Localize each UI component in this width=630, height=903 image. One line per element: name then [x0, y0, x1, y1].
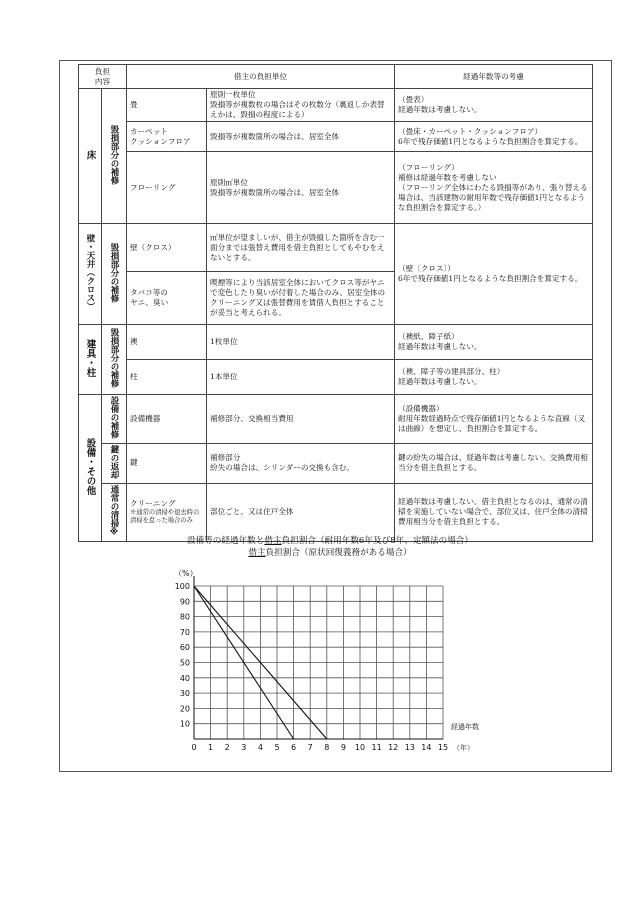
cost-table: [78, 64, 593, 542]
y-tick-label: 90: [179, 597, 190, 607]
category-cell: 設備・その他: [79, 395, 102, 542]
x-tick-label: 12: [388, 743, 399, 752]
table-row: [79, 224, 593, 272]
years-cell: （畳表） 経過年数は考慮しない。: [395, 89, 593, 122]
years-cell: （襖紙、障子紙） 経過年数は考慮しない。: [395, 325, 593, 360]
y-tick-label: 20: [179, 704, 190, 714]
unit-cell: 毀損等が複数箇所の場合は、居室全体: [207, 122, 395, 152]
subcategory-cell: 鍵の返却: [102, 443, 127, 483]
years-cell: （襖、障子等の建具部分、柱） 経過年数は考慮しない。: [395, 360, 593, 395]
item-cell: 襖: [127, 325, 207, 360]
x-tick-label: 4: [257, 743, 263, 752]
years-cell: （畳床・カーペット・クッションフロア） 6年で残存価値1円となるような負担割合を算定する。: [395, 122, 593, 152]
header-unit: 借主の負担単位: [127, 65, 395, 89]
y-tick-label: 80: [179, 612, 190, 622]
x-tick-label: 0: [191, 743, 197, 752]
table-row: [79, 325, 593, 360]
unit-cell: 原則一枚単位 毀損等が複数枚の場合はその枚数分（裏返しか表替えかは、毀損の程度による）: [207, 89, 395, 122]
item-cell: 柱: [127, 360, 207, 395]
y-tick-label: 100: [174, 582, 190, 591]
y-tick-label: 70: [179, 627, 190, 637]
item-cell: 設備機器: [127, 395, 207, 444]
x-tick-label: 13: [404, 743, 415, 752]
years-cell: （フローリング） 補修は経過年数を考慮しない （フローリング全体にわたる毀損等があり、張り替える場合は、当該建物の耐用年数で残存価値1円となるような負担割合を算定する。）: [395, 152, 593, 224]
x-tick-label: 14: [421, 743, 432, 752]
y-axis-label: （%）: [174, 569, 198, 578]
header-row: [79, 65, 593, 89]
table-row: [79, 152, 593, 224]
years-cell: （壁〔クロス〕） 6年で残存価値1円となるような負担割合を算定する。: [395, 224, 593, 325]
y-tick-label: 60: [179, 643, 190, 653]
years-cell: 鍵の紛失の場合は、経過年数は考慮しない。交換費用相当分を借主負担とする。: [395, 443, 593, 483]
subcategory-cell: 毀損部分の補修: [102, 325, 127, 395]
table-row: [79, 483, 593, 542]
x-tick-label: 8: [324, 743, 330, 752]
table-row: [79, 360, 593, 395]
table-row: [79, 443, 593, 483]
x-tick-label: 10: [354, 743, 366, 752]
unit-cell: ㎡単位が望ましいが、借主が毀損した箇所を含む一面分までは張替え費用を借主負担としてもやむをえないとする。: [207, 224, 395, 272]
unit-cell: 補修部分、交換相当費用: [207, 395, 395, 444]
x-tick-label: 15: [437, 743, 449, 752]
item-cell: クリーニング ※通常の清掃や退去時の清掃を怠った場合のみ: [127, 483, 207, 542]
y-tick-label: 30: [179, 689, 190, 699]
category-cell: 壁・天井（クロス）: [79, 224, 102, 325]
depreciation-chart: [150, 558, 479, 758]
table-row: [79, 89, 593, 122]
y-tick-label: 10: [179, 719, 190, 729]
chart-title-line2: 借主負担割合（原状回復義務がある場合）: [248, 548, 412, 558]
x-tick-label: 9: [340, 743, 346, 752]
category-cell: 建具・柱: [79, 325, 102, 395]
unit-cell: 1本単位: [207, 360, 395, 395]
x-tick-label: 2: [224, 743, 230, 752]
unit-cell: 部位ごと、又は住戸全体: [207, 483, 395, 542]
subcategory-cell: 毀損部分の補修: [102, 89, 127, 224]
x-axis-label: 経過年数: [451, 723, 479, 731]
subcategory-cell: 設備の補修: [102, 395, 127, 444]
subcategory-cell: 通常の清掃※: [102, 483, 127, 542]
unit-cell: 補修部分 紛失の場合は、シリンダーの交換も含む。: [207, 443, 395, 483]
unit-cell: 喫煙等により当該居室全体においてクロス等がヤニで変色したり臭いが付着した場合のみ、居室全体のクリーニング又は張替費用を賃借人負担とすることが妥当と考えられる。: [207, 272, 395, 325]
unit-cell: 1枚単位: [207, 325, 395, 360]
item-cell: カーペット クッションフロア: [127, 122, 207, 152]
category-cell: 床: [79, 89, 102, 224]
years-cell: 経過年数は考慮しない。借主負担となるのは、通常の清掃を実施していない場合で、部位又は、住戸全体の清掃費用相当分を借主負担とする。: [395, 483, 593, 542]
subcategory-cell: 毀損部分の補修: [102, 224, 127, 325]
x-tick-label: 11: [371, 743, 382, 752]
x-tick-label: 5: [274, 743, 280, 752]
y-tick-label: 40: [179, 673, 190, 683]
item-cell: フローリング: [127, 152, 207, 224]
item-cell: 鍵: [127, 443, 207, 483]
x-tick-label: 7: [307, 743, 313, 752]
x-tick-label: 1: [208, 743, 214, 752]
x-tick-label: 3: [241, 743, 247, 752]
years-cell: （設備機器） 耐用年数経過時点で残存価値1円となるような直線（又は曲線）を想定し、負担割合を算定する。: [395, 395, 593, 444]
x-unit-label: （年）: [453, 744, 474, 752]
item-cell: 畳: [127, 89, 207, 122]
x-tick-label: 6: [291, 743, 297, 752]
header-burden: 負担 内容: [79, 65, 127, 89]
unit-cell: 原則㎡単位 毀損等が複数箇所の場合は、居室全体: [207, 152, 395, 224]
y-tick-label: 50: [179, 658, 190, 668]
item-cell: 壁（クロス）: [127, 224, 207, 272]
header-years: 経過年数等の考慮: [395, 65, 593, 89]
item-cell: タバコ等の ヤニ、臭い: [127, 272, 207, 325]
chart-title-line1: 設備等の経過年数と借主負担割合（耐用年数6年及び8年、定額法の場合）: [187, 536, 473, 546]
table-row: [79, 395, 593, 444]
table-row: [79, 122, 593, 152]
